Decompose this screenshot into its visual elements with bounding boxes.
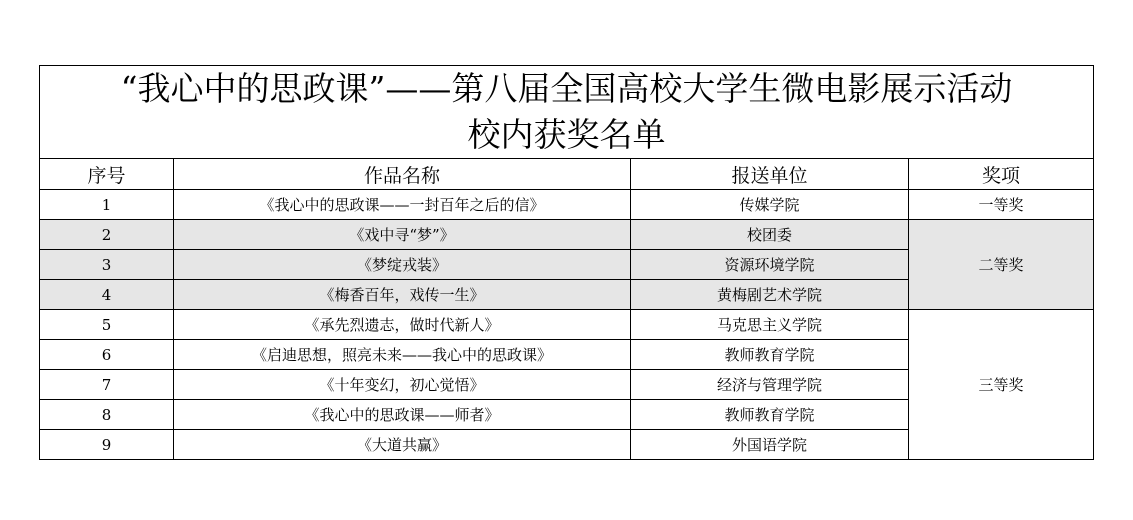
work-title: 《承先烈遗志，做时代新人》 (174, 310, 631, 340)
row-number: 2 (40, 220, 174, 250)
work-title: 《我心中的思政课——一封百年之后的信》 (174, 190, 631, 220)
column-header-no: 序号 (40, 159, 174, 190)
table-title (40, 66, 1094, 159)
row-number: 8 (40, 400, 174, 430)
column-header-work: 作品名称 (174, 159, 631, 190)
title-line-1: “我心中的思政课”——第八届全国高校大学生微电影展示活动 (120, 69, 1013, 108)
row-number: 6 (40, 340, 174, 370)
submitting-unit: 校团委 (631, 220, 909, 250)
work-title: 《启迪思想，照亮未来——我心中的思政课》 (174, 340, 631, 370)
work-title: 《我心中的思政课——师者》 (174, 400, 631, 430)
row-number: 5 (40, 310, 174, 340)
work-title: 《梦绽戎装》 (174, 250, 631, 280)
submitting-unit: 经济与管理学院 (631, 370, 909, 400)
award-third: 三等奖 (909, 310, 1094, 460)
work-title: 《大道共赢》 (174, 430, 631, 460)
table-row (40, 220, 1094, 250)
work-title: 《十年变幻，初心觉悟》 (174, 370, 631, 400)
table-row (40, 310, 1094, 340)
row-number: 1 (40, 190, 174, 220)
work-title: 《梅香百年，戏传一生》 (174, 280, 631, 310)
row-number: 9 (40, 430, 174, 460)
row-number: 4 (40, 280, 174, 310)
work-title: 《戏中寻“梦”》 (174, 220, 631, 250)
row-number: 3 (40, 250, 174, 280)
column-header-award: 奖项 (909, 159, 1094, 190)
submitting-unit: 资源环境学院 (631, 250, 909, 280)
award-list-table (39, 65, 1094, 460)
award-first: 一等奖 (909, 190, 1094, 220)
submitting-unit: 黄梅剧艺术学院 (631, 280, 909, 310)
header-row (40, 159, 1094, 190)
award-second: 二等奖 (909, 220, 1094, 310)
column-header-unit: 报送单位 (631, 159, 909, 190)
row-number: 7 (40, 370, 174, 400)
title-line-2: 校内获奖名单 (467, 115, 666, 154)
submitting-unit: 外国语学院 (631, 430, 909, 460)
table-row (40, 190, 1094, 220)
submitting-unit: 马克思主义学院 (631, 310, 909, 340)
submitting-unit: 教师教育学院 (631, 400, 909, 430)
submitting-unit: 教师教育学院 (631, 340, 909, 370)
submitting-unit: 传媒学院 (631, 190, 909, 220)
